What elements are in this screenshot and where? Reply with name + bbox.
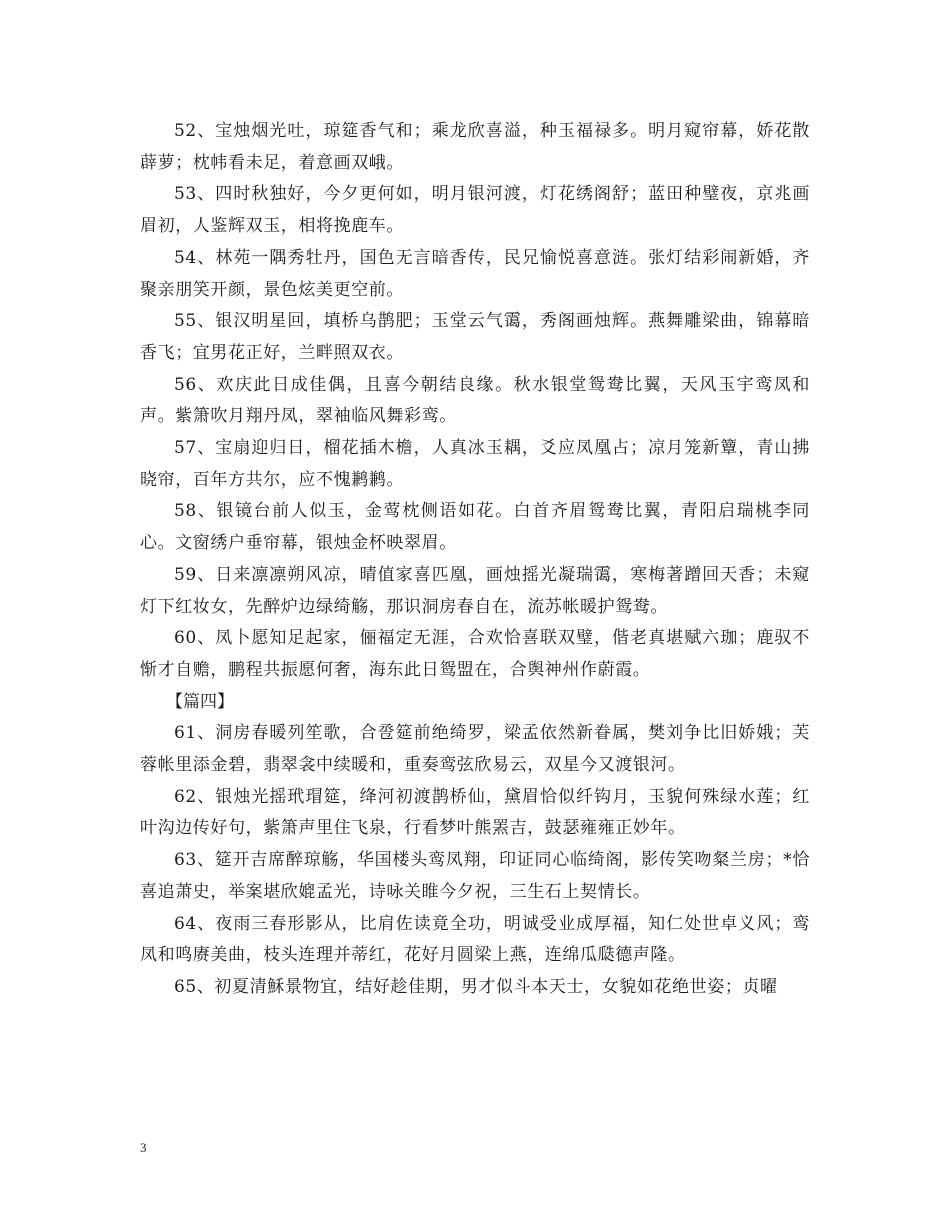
paragraph-56: 56、欢庆此日成佳偶，且喜今朝结良缘。秋水银堂鸳鸯比翼，天风玉宇鸾凤和声。紫箫吹月翔丹凤，翠袖临风舞彩鸾。 (140, 374, 810, 427)
paragraph-65: 65、初夏清穌景物宜，结好趁佳期，男才似斗本天士，女貌如花绝世姿；贞曜 (174, 976, 778, 997)
paragraph-59: 59、日来凛凛朔风凉，晴值家喜匹凰，画烛摇光凝瑞霭，寒梅著蹭回天香；未窥灯下红妆女，先醉炉边绿绮觞，那识洞房春自在，流苏帐暖护鸳鸯。 (140, 564, 810, 617)
section-heading: 【篇四】 (166, 691, 234, 712)
document-body (140, 116, 810, 1004)
paragraph-57: 57、宝扇迎归日，榴花插木檐，人真冰玉耦，爻应凤凰占；凉月笼新簟，青山拂晓帘，百年方共尔，应不愧鹣鹣。 (140, 438, 810, 490)
paragraph-55: 55、银汉明星回，填桥乌鹊肥；玉堂云气霭，秀阁画烛辉。燕舞雕梁曲，锦幕暗香飞；宜男花正好，兰畔照双衣。 (140, 311, 810, 363)
paragraph-62: 62、银烛光摇玳瑁筵，绛河初渡鹊桥仙，黛眉恰似纤钩月，玉貌何殊绿水莲；红叶沟边传好句，紫箫声里住飞泉，行看梦叶熊罴吉，鼓瑟雍雍正妙年。 (140, 786, 810, 839)
paragraph-58: 58、银镜台前人似玉，金莺枕侧语如花。白首齐眉鸳鸯比翼，青阳启瑞桃李同心。文窗绣户垂帘幕，银烛金杯映翠眉。 (140, 501, 810, 554)
page-number: 3 (140, 1140, 147, 1155)
paragraph-54: 54、林苑一隅秀牡丹，国色无言暗香传，民兄愉悦喜意涟。张灯结彩闹新婚，齐聚亲朋笑开颜，景色炫美更空前。 (140, 247, 810, 300)
paragraph-60: 60、凤卜愿知足起家，俪福定无涯，合欢恰喜联双璧，偕老真堪赋六珈；鹿驭不惭才自赡，鹏程共振愿何奢，海东此日鸳盟在，合舆神州作蔚霞。 (140, 628, 810, 680)
paragraph-53: 53、四时秋独好，今夕更何如，明月银河渡，灯花绣阁舒；蓝田种璧夜，京兆画眉初，人鉴辉双玉，相将挽鹿车。 (140, 184, 810, 237)
paragraph-61: 61、洞房春暖列笙歌，合卺筵前绝绮罗，梁孟依然新眷属，樊刘争比旧娇娥；芙蓉帐里添金碧，翡翠衾中续暖和，重奏鸾弦欣易云，双星今又渡银河。 (140, 723, 810, 776)
paragraph-63: 63、筵开吉席醉琼觞，华国楼头鸾凤翔，印证同心临绮阁，影传笑吻粲兰房；*恰喜追萧史，举案堪欣媲孟光，诗咏关睢今夕祝，三生石上契情长。 (140, 850, 810, 902)
paragraph-64: 64、夜雨三春形影从，比肩佐读竟全功，明诚受业成厚福，知仁处世卓义风；鸾凤和鸣赓美曲，枝头连理并蒂红，花好月圆梁上燕，连绵瓜瓞德声隆。 (140, 913, 810, 966)
paragraph-52: 52、宝烛烟光吐，琼筵香气和；乘龙欣喜溢，种玉福禄多。明月窥帘幕，娇花散薜萝；枕帏看未足，着意画双峨。 (140, 121, 810, 173)
